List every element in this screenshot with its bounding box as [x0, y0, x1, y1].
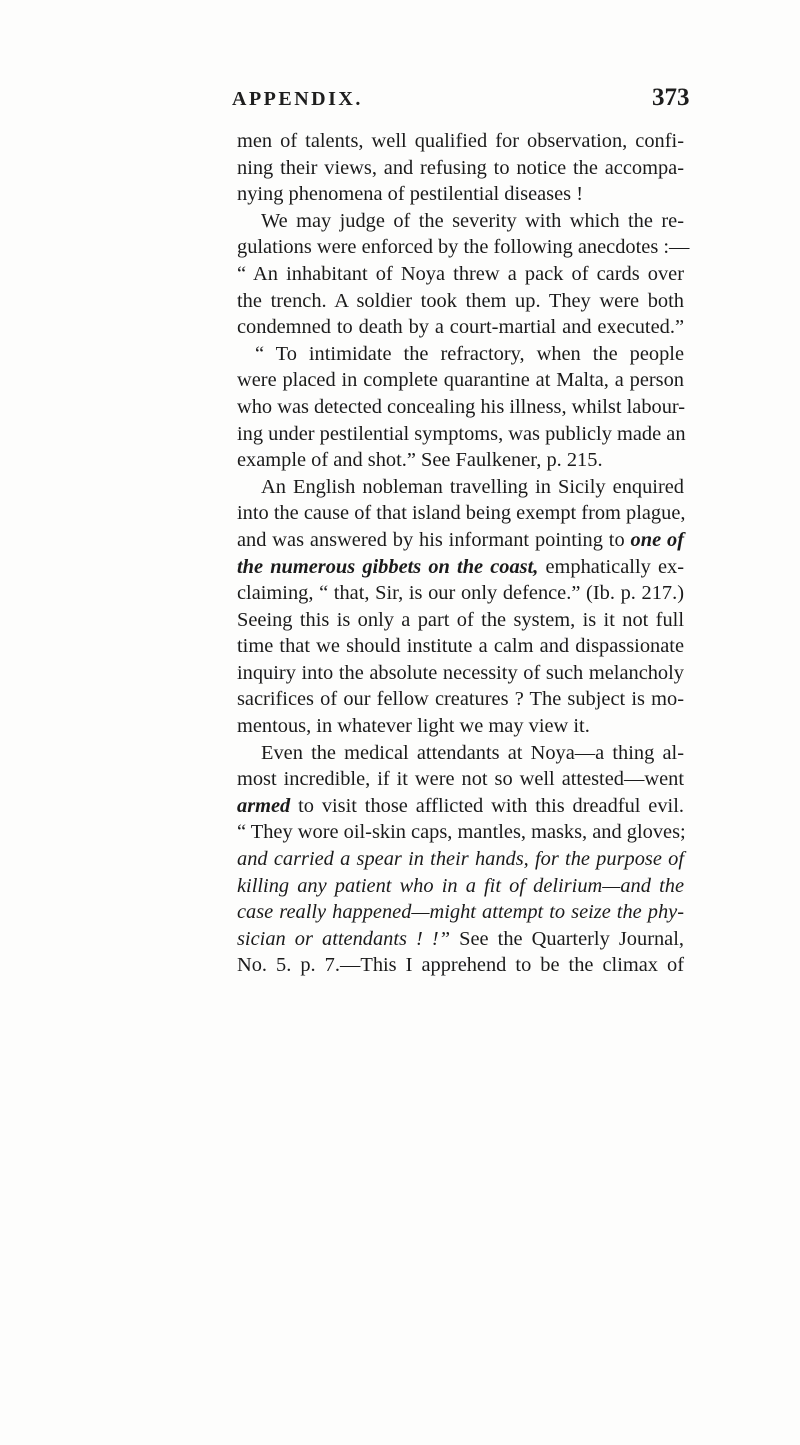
text-line: [237, 899, 684, 926]
text-line: [237, 873, 684, 900]
running-head: APPENDIX.: [232, 88, 363, 110]
text-line: who was detected concealing his illness, whilst labour-: [237, 395, 686, 418]
text-line: men of talents, well qualified for observation, confi-: [237, 130, 684, 152]
text-line: [237, 554, 684, 581]
text-line: nying phenomena of pestilential diseases !: [237, 183, 583, 206]
text-line: [237, 527, 684, 554]
text-line: time that we should institute a calm and dispassionate: [237, 635, 684, 658]
italic-segment: killing any patient who in a fit of delirium—and the: [237, 874, 684, 897]
text-line: sacrifices of our fellow creatures ? The subject is mo-: [237, 688, 684, 711]
italic-segment: one of: [630, 528, 684, 551]
page-number: 373: [652, 84, 690, 111]
text-segment: and was answered by his informant pointing to: [237, 528, 625, 551]
text-line: [237, 926, 684, 953]
page-header: [0, 84, 800, 118]
text-line: the trench. A soldier took them up. They were both: [237, 289, 684, 312]
text-line: condemned to death by a court-martial and executed.”: [237, 316, 684, 339]
text-line: Even the medical attendants at Noya—a thing al-: [261, 741, 684, 764]
italic-segment: and carried a spear in their hands, for the purpose of: [237, 848, 684, 871]
text-line: [237, 846, 684, 873]
text-line: Seeing this is only a part of the system, is it not full: [237, 608, 684, 631]
italic-segment: armed: [237, 794, 291, 817]
text-line: were placed in complete quarantine at Malta, a person: [237, 369, 684, 392]
text-line: example of and shot.” See Faulkener, p. 215.: [237, 449, 603, 472]
text-line: gulations were enforced by the following anecdotes :—: [237, 236, 690, 259]
text-line: We may judge of the severity with which the re-: [261, 209, 684, 232]
text-line: [237, 793, 684, 820]
text-line: ning their views, and refusing to notice the accompa-: [237, 156, 684, 179]
italic-segment: sician or attendants ! !”: [237, 927, 451, 950]
text-segment: to visit those afflicted with this dreadful evil.: [298, 794, 684, 817]
text-line: No. 5. p. 7.—This I apprehend to be the climax of: [237, 954, 684, 977]
text-line: inquiry into the absolute necessity of such melancholy: [237, 661, 684, 684]
text-line: into the cause of that island being exempt from plague,: [237, 502, 686, 525]
text-line: An English nobleman travelling in Sicily enquired: [261, 475, 684, 498]
text-line: “ An inhabitant of Noya threw a pack of cards over: [237, 262, 684, 285]
text-segment: emphatically ex-: [545, 555, 684, 578]
body-text: [237, 128, 690, 979]
text-line: mentous, in whatever light we may view it.: [237, 715, 590, 738]
text-segment: See the Quarterly Journal,: [459, 927, 684, 950]
text-line: ing under pestilential symptoms, was publicly made an: [237, 422, 686, 445]
italic-segment: the numerous gibbets on the coast,: [237, 555, 539, 578]
text-line: “ To intimidate the refractory, when the people: [255, 342, 684, 365]
text-line: claiming, “ that, Sir, is our only defence.” (Ib. p. 217.): [237, 582, 684, 605]
text-line: “ They wore oil-skin caps, mantles, masks, and gloves;: [237, 821, 686, 844]
italic-segment: case really happened—might attempt to seize the phy-: [237, 901, 684, 924]
text-line: most incredible, if it were not so well attested—went: [237, 768, 684, 791]
